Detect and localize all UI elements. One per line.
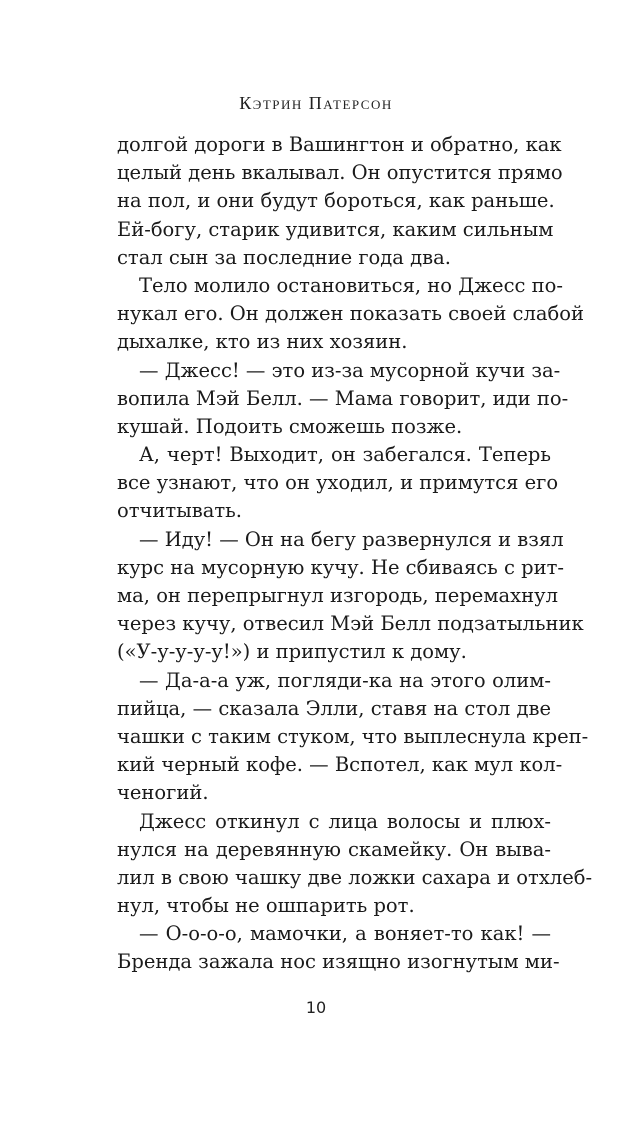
text-line: чашки с таким стуком, что выплеснула креп-: [117, 724, 589, 748]
text-line: лил в свою чашку две ложки сахара и отхлеб-: [117, 865, 593, 889]
text-line: вопила Мэй Белл. — Мама говорит, иди по-: [117, 386, 569, 410]
text-line: кушай. Подоить сможешь позже.: [117, 414, 463, 438]
text-line: нул, чтобы не ошпарить рот.: [117, 894, 415, 918]
text-line: пийца, — сказала Элли, ставя на стол две: [117, 696, 551, 720]
text-line: нукал его. Он должен показать своей слабой: [117, 302, 584, 326]
text-line: стал сын за последние года два.: [117, 245, 451, 269]
text-line: («У-у-у-у-у!») и припустил к дому.: [117, 640, 467, 664]
text-line: все узнают, что он уходил, и примутся его: [117, 471, 559, 495]
text-line: дыхалке, кто из них хозяин.: [117, 330, 408, 354]
text-line: — О-о-о-о, мамочки, а воняет-то как! —: [139, 922, 551, 946]
page-number: 10: [305, 998, 327, 1017]
text-line: ма, он перепрыгнул изгородь, перемахнул: [117, 584, 558, 607]
text-line: через кучу, отвесил Мэй Белл подзатыльник: [117, 612, 584, 636]
text-line: Ей-богу, старик удивится, каким сильным: [117, 217, 554, 241]
text-line: Бренда зажала нос изящно изогнутым ми-: [117, 950, 560, 974]
text-line: — Джесс! — это из-за мусорной кучи за-: [139, 358, 561, 382]
text-line: — Да-а-а уж, погляди-ка на этого олим-: [139, 668, 551, 692]
text-line: целый день вкалывал. Он опустится прямо: [117, 161, 563, 185]
running-head-author: Кэтрин Патерсон: [239, 93, 393, 113]
text-line: отчитывать.: [117, 499, 242, 523]
text-line: ченогий.: [117, 781, 209, 805]
text-line: Джесс откинул с лица волосы и плюх-: [139, 809, 551, 833]
text-line: курс на мусорную кучу. Не сбиваясь с рит-: [117, 555, 564, 579]
text-line: кий черный кофе. — Вспотел, как мул кол-: [117, 753, 563, 777]
text-line: Тело молило остановиться, но Джесс по-: [139, 273, 563, 297]
body-text: [117, 131, 593, 977]
text-line: на пол, и они будут бороться, как раньше.: [117, 189, 555, 213]
text-line: — Иду! — Он на бегу развернулся и взял: [139, 527, 564, 551]
text-line: А, черт! Выходит, он забегался. Теперь: [139, 443, 551, 467]
text-line: долгой дороги в Вашингтон и обратно, как: [117, 133, 562, 156]
text-line: нулся на деревянную скамейку. Он вывa-: [117, 837, 551, 861]
